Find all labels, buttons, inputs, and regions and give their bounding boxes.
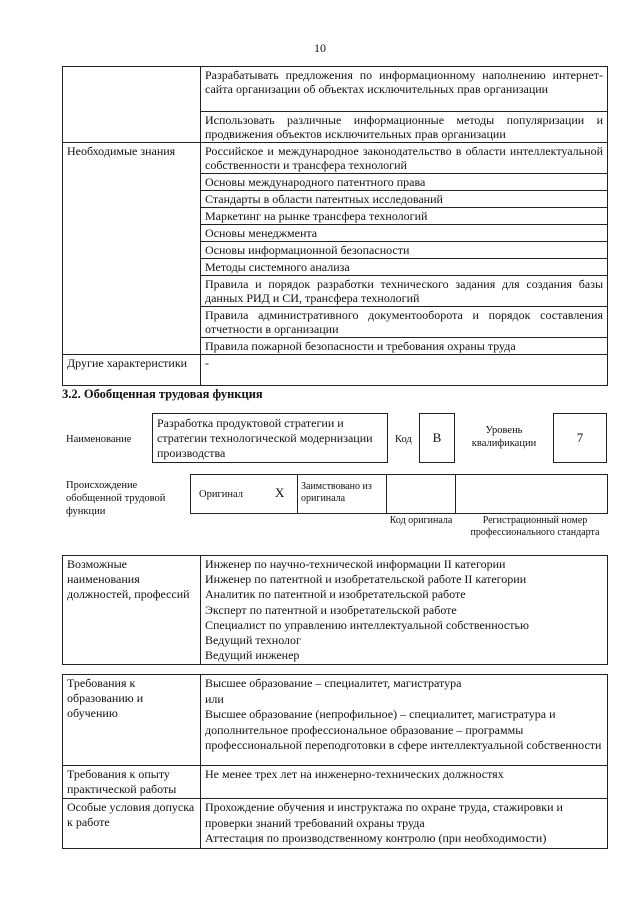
position-item: Инженер по научно-технической информации II категории (205, 557, 506, 571)
special-value (201, 799, 608, 849)
reg-caption: Регистрационный номер профессионального стандарта (470, 515, 600, 538)
special-line: Аттестация по производственному контролю (при необходимости) (205, 831, 547, 845)
education-value (201, 675, 608, 766)
education-line: или (205, 691, 224, 706)
skill-row: Разрабатывать предложения по информационному наполнению интернет-сайта организации об объектах исключительных прав организации (201, 67, 608, 112)
knowledge-item: Правила административного документооборота и порядок составления отчетности в организации (201, 307, 608, 338)
knowledge-item: Правила и порядок разработки технического задания для создания базы данных РИД и СИ, трансфера технологий (201, 276, 608, 307)
code-caption: Код оригинала (389, 515, 453, 526)
function-name: Разработка продуктовой стратегии и стратегии технологической модернизации производства (152, 413, 388, 463)
section-title: 3.2. Обобщенная трудовая функция (62, 387, 263, 401)
code-label: Код (395, 434, 412, 445)
function-code: B (419, 413, 455, 463)
level-label: Уровень квалификации (471, 425, 537, 449)
requirements-table (62, 674, 608, 849)
position-item: Специалист по управлению интеллектуальной собственностью (205, 617, 529, 632)
original-mark: X (275, 485, 285, 500)
original-cell (190, 474, 298, 514)
original-code-cell (386, 474, 456, 514)
education-line: Высшее образование (непрофильное) – специалитет, магистратура и дополнительное профессиональное образование – программы профессиональной переподготовки в сфере интеллектуальной собственности (205, 707, 602, 752)
level-value: 7 (553, 413, 607, 463)
education-line: Высшее образование – специалитет, магистратура (205, 676, 462, 690)
special-label: Особые условия допуска к работе (63, 799, 201, 849)
knowledge-label: Необходимые знания (63, 143, 201, 355)
reg-number-cell (455, 474, 608, 514)
knowledge-item: Маркетинг на рынке трансфера технологий (201, 208, 608, 225)
experience-value: Не менее трех лет на инженерно-технических должностях (201, 766, 608, 799)
origin-label: Происхождение обобщенной трудовой функции (66, 480, 166, 517)
positions-table (62, 555, 608, 665)
knowledge-item: Основы информационной безопасности (201, 242, 608, 259)
positions-list (201, 556, 608, 665)
position-item: Инженер по патентной и изобретательской работе II категории (205, 572, 527, 587)
education-label: Требования к образованию и обучению (63, 675, 201, 766)
knowledge-item: Российское и международное законодательство в области интеллектуальной собственности и трансфера технологий (201, 143, 608, 174)
original-label: Оригинал (199, 489, 243, 500)
other-value: - (201, 355, 608, 386)
knowledge-item: Правила пожарной безопасности и требования охраны труда (201, 338, 608, 355)
special-line: Прохождение обучения и инструктажа по охране труда, стажировки и проверки знаний требований охраны труда (205, 800, 563, 830)
competency-table (62, 66, 608, 386)
experience-label: Требования к опыту практической работы (63, 766, 201, 799)
position-item: Ведущий инженер (205, 648, 300, 663)
name-label: Наименование (66, 434, 132, 445)
empty-label-cell (63, 67, 201, 143)
position-item: Эксперт по патентной и изобретательской работе (205, 602, 457, 617)
borrowed-cell (297, 474, 387, 514)
skill-row: Использовать различные информационные методы популяризации и продвижения объектов исключительных прав организации (201, 112, 608, 143)
knowledge-item: Основы международного патентного права (201, 174, 608, 191)
knowledge-item: Методы системного анализа (201, 259, 608, 276)
page-number: 10 (314, 41, 326, 55)
borrowed-label: Заимствовано из оригинала (301, 481, 372, 504)
other-label: Другие характеристики (63, 355, 201, 386)
position-item: Аналитик по патентной и изобретательской работе (205, 587, 466, 602)
knowledge-item: Основы менеджмента (201, 225, 608, 242)
positions-label: Возможные наименования должностей, профессий (63, 556, 201, 665)
knowledge-item: Стандарты в области патентных исследований (201, 191, 608, 208)
position-item: Ведущий технолог (205, 633, 301, 648)
